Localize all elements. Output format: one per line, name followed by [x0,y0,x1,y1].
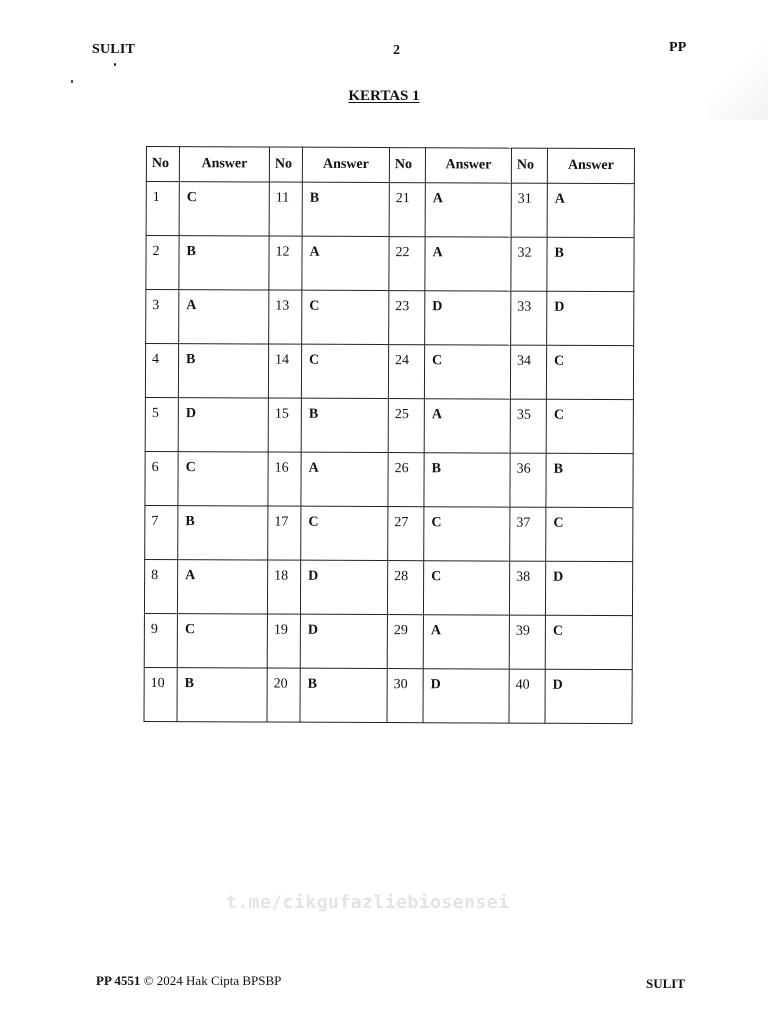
answer-letter: C [301,344,388,398]
question-number: 29 [387,615,423,669]
column-header-answer: Answer [547,148,634,183]
table-row [146,182,634,238]
column-header-no: No [146,147,179,182]
answer-letter: A [301,452,388,506]
question-number: 10 [144,667,177,721]
question-number: 23 [389,291,425,345]
answer-letter: D [300,560,387,614]
table-row [144,559,632,615]
question-number: 1 [146,182,179,236]
answer-table [143,146,635,724]
column-header-no: No [389,148,425,183]
question-number: 5 [145,397,178,451]
answer-letter: C [301,506,388,560]
question-number: 7 [145,505,178,559]
question-number: 21 [389,183,425,237]
answer-letter: C [302,290,389,344]
question-number: 27 [388,507,424,561]
header-code: PP [669,40,687,55]
answer-letter: B [177,668,267,722]
answer-letter: B [546,453,633,507]
question-number: 24 [388,345,424,399]
question-number: 14 [268,344,301,398]
answer-letter: A [177,560,267,614]
question-number: 28 [387,561,423,615]
footer-classification: SULIT [646,976,686,991]
footer-copyright [96,973,281,989]
question-number: 31 [511,183,547,237]
question-number: 6 [145,451,178,505]
table-row [145,451,633,507]
answer-letter: B [302,182,389,236]
answer-letter: D [545,669,632,723]
table-row [145,505,633,561]
answer-letter: C [178,452,268,506]
question-number: 34 [510,345,546,399]
table-row [146,236,634,292]
question-number: 33 [511,291,547,345]
question-number: 39 [509,615,545,669]
answer-letter: B [178,506,268,560]
column-header-no: No [511,148,547,183]
column-header-answer: Answer [179,147,269,182]
answer-letter: D [300,614,387,668]
answer-letter: C [546,399,633,453]
answer-letter: B [424,453,510,507]
question-number: 22 [389,237,425,291]
answer-letter: D [423,669,509,723]
question-number: 9 [144,613,177,667]
question-number: 38 [509,561,545,615]
question-number: 17 [268,506,301,560]
column-header-answer: Answer [425,148,511,183]
paper-speck [114,63,116,66]
question-number: 2 [146,236,179,290]
footer-copyright-text: © 2024 Hak Cipta BPSBP [143,973,282,988]
question-number: 16 [268,452,301,506]
answer-letter: B [547,237,634,291]
footer-paper-code: PP 4551 [96,973,141,988]
question-number: 11 [269,182,302,236]
answer-letter: D [545,561,632,615]
answer-letter: B [300,668,387,722]
question-number: 37 [510,507,546,561]
table-row [145,397,633,453]
page-title: KERTAS 1 [348,88,420,104]
question-number: 3 [146,290,179,344]
header-classification: SULIT [92,42,136,57]
table-row [146,290,634,346]
question-number: 18 [267,560,300,614]
question-number: 30 [387,669,423,723]
answer-letter: A [424,399,510,453]
paper-speck [71,80,73,83]
answer-letter: B [178,344,268,398]
answer-letter: D [547,291,634,345]
column-header-no: No [269,147,302,182]
answer-letter: C [546,345,633,399]
answer-letter: A [423,615,509,669]
question-number: 13 [269,290,302,344]
answer-letter: A [302,236,389,290]
question-number: 15 [268,398,301,452]
column-header-answer: Answer [302,147,389,182]
table-row [145,344,633,400]
answer-letter: C [424,345,510,399]
question-number: 26 [388,453,424,507]
question-number: 36 [510,453,546,507]
question-number: 8 [144,559,177,613]
question-number: 35 [510,399,546,453]
table-row [144,667,632,723]
question-number: 4 [145,344,178,398]
page-edge-shadow [708,40,768,120]
question-number: 12 [269,236,302,290]
question-number: 32 [511,237,547,291]
page-number: 2 [393,43,401,58]
answer-letter: D [178,398,268,452]
answer-letter: A [547,183,634,237]
answer-letter: A [425,237,511,291]
answer-letter: A [425,183,511,237]
answer-letter: A [179,290,269,344]
answer-letter: C [179,182,269,236]
table-header-row [146,147,634,184]
answer-letter: C [423,561,509,615]
answer-letter: B [179,236,269,290]
question-number: 25 [388,399,424,453]
answer-letter: C [177,614,267,668]
question-number: 20 [267,668,300,722]
watermark: t.me/cikgufazliebiosensei [226,892,510,913]
question-number: 40 [509,669,545,723]
answer-letter: C [424,507,510,561]
table-body [144,182,634,724]
answer-letter: C [545,615,632,669]
question-number: 19 [267,614,300,668]
table-row [144,613,632,669]
answer-letter: B [301,398,388,452]
answer-letter: C [546,507,633,561]
answer-letter: D [425,291,511,345]
